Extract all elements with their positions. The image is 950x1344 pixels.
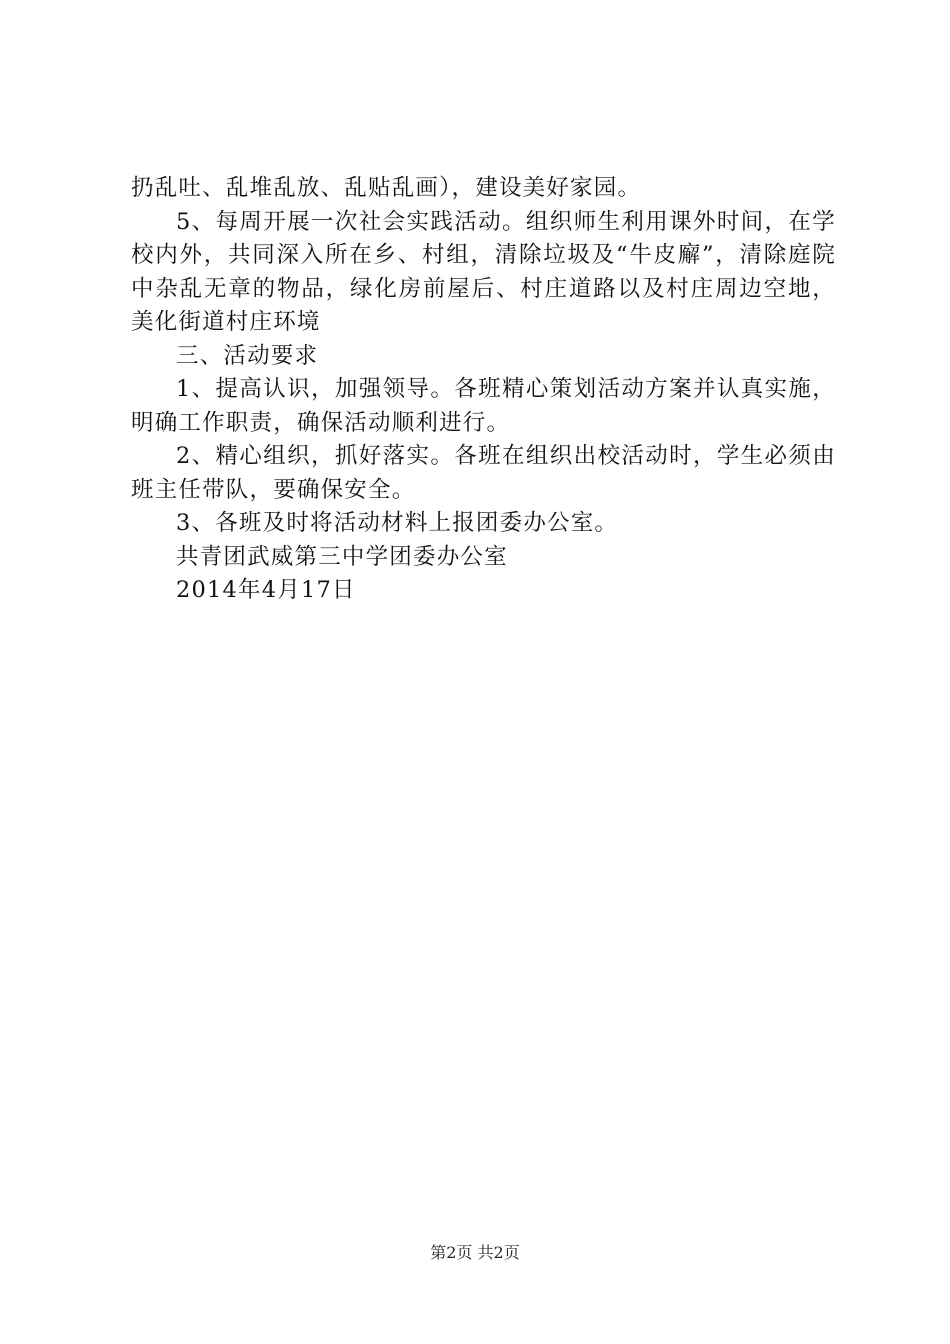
paragraph-continuation: 扔乱吐、乱堆乱放、乱贴乱画），建设美好家园。 [131,175,642,201]
paragraph-item-5: 5、每周开展一次社会实践活动。组织师生利用课外时间，在学校内外，共同深入所在乡、村组，清除垃圾及“牛皮廨”，清除庭院中杂乱无章的物品，绿化房前屋后、村庄道路以及村庄周边空地，美化街道村庄环境 [131,208,836,335]
page-number-footer: 第2页 共2页 [430,1243,520,1262]
signature-organization: 共青团武威第三中学团委办公室 [176,543,508,570]
section-heading-requirements: 三、活动要求 [176,342,319,369]
paragraph-requirement-3: 3、各班及时将活动材料上报团委办公室。 [176,510,619,536]
paragraph-requirement-2: 2、精心组织，抓好落实。各班在组织出校活动时，学生必须由班主任带队，要确保安全。 [131,443,836,503]
paragraph-requirement-1: 1、提高认识，加强领导。各班精心策划活动方案并认真实施，明确工作职责，确保活动顺利进行。 [131,376,836,436]
document-body [131,172,836,608]
signature-date: 2014年4月17日 [176,577,356,603]
